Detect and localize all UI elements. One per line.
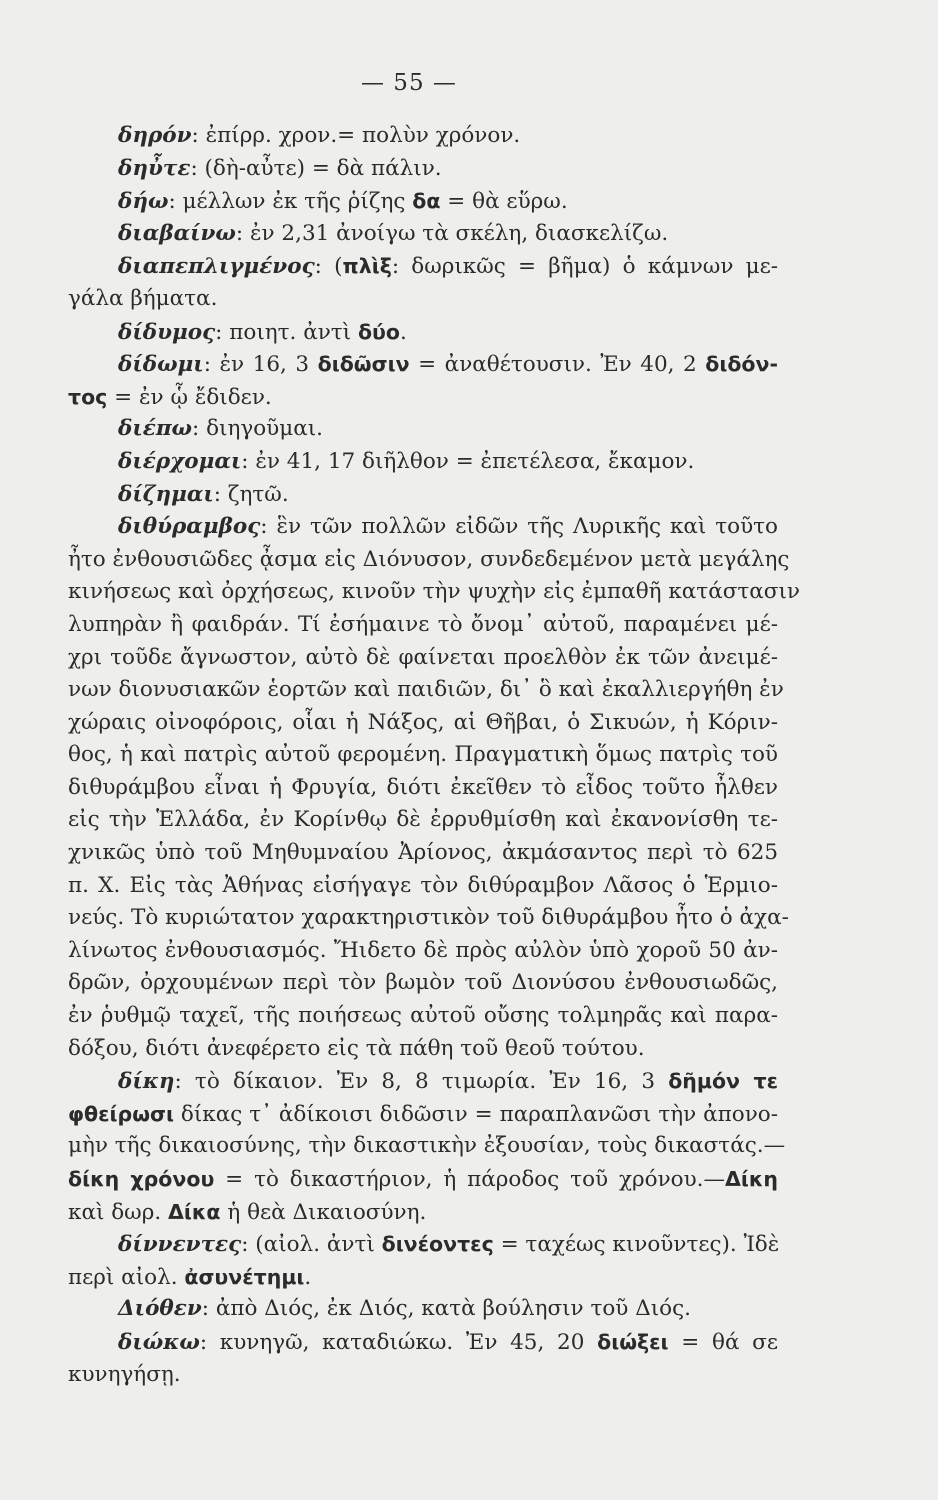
text-line [68,1098,778,1131]
definition-text: : δωρικῶς = βῆμα) ὁ κάμνων με- [391,254,778,280]
definition-text: : κυνηγῶ, καταδιώκω. Ἐν 45, 20 [199,1329,598,1355]
text-line [68,1033,778,1066]
text-line [68,316,778,349]
definition-text: ἦτο ἐνθουσιῶδες ᾆσμα εἰς Διόνυσον, συνδεδεμένον μετὰ μεγάλης [68,546,790,572]
headword: δίκη [118,1069,175,1095]
definition-text: = ταχέως κινοῦντες). Ἰδὲ [493,1232,780,1258]
text-line [68,1293,778,1326]
headword: διαβαίνω [118,220,236,246]
definition-text: : ἀπὸ Διός, ἐκ Διός, κατὰ βούλησιν τοῦ Διός. [201,1296,691,1322]
definition-text: = θὰ εὕρω. [440,189,568,215]
bold-term: διδῶσιν [317,352,410,377]
text-line [68,609,778,642]
text-line [68,935,778,968]
definition-text: : ἐν 16, 3 [203,352,318,378]
dictionary-text [68,120,800,1391]
bold-term: Δίκη [725,1167,779,1191]
bold-term: δῆμόν τε [668,1069,778,1094]
text-line [68,1261,778,1294]
definition-text: : διηγοῦμαι. [192,416,323,442]
definition-text: : ἐν 2,31 ἀνοίγω τὰ σκέλη, διασκελίζω. [235,220,669,246]
definition-text: : μέλλων ἐκ τῆς ῥίζης [168,189,413,215]
definition-text: : ζητῶ. [213,481,289,507]
headword: δήω [118,189,169,215]
bold-term: τος [68,384,108,409]
definition-text: κινήσεως καὶ ὀρχήσεως, κινοῦν τὴν ψυχὴν εἰς ἐμπαθῆ κατάστασιν [68,579,800,605]
definition-text: : ἐν 41, 17 διῆλθον = ἐπετέλεσα, ἔκαμον. [241,448,695,474]
definition-text: κυνηγήσῃ. [68,1361,181,1387]
text-line [68,1000,778,1033]
definition-text: : ἓν τῶν πολλῶν εἰδῶν τῆς Λυρικῆς καὶ τοῦτο [260,514,778,540]
headword: διθύραμβος [118,514,261,540]
definition-text: νων διονυσιακῶν ἑορτῶν καὶ παιδιῶν, δι᾽ ὃ καὶ ἐκαλλιεργήθη ἐν [68,677,784,703]
definition-text: : ἐπίρρ. χρον.= πολὺν χρόνον. [191,123,521,148]
text-line [68,1359,778,1392]
definition-text: : (αἰολ. ἀντὶ [241,1232,382,1258]
definition-text: δίκας τ᾽ ἀδίκοισι διδῶσιν = παραπλανῶσι τὴν ἀπονο- [173,1101,778,1127]
text-line [68,511,778,544]
text-line [68,381,778,414]
text-line [68,576,800,609]
headword: Διόθεν [118,1296,202,1322]
definition-text: λίνωτος ἐνθουσιασμός. Ἤιδετο δὲ πρὸς αὐλὸν ὑπὸ χοροῦ 50 ἀν- [68,937,778,963]
text-line [68,544,790,577]
headword: δίδωμι [118,352,204,378]
definition-text: . [399,319,407,345]
text-line [68,837,778,870]
bold-term: Δίκα [168,1199,221,1224]
definition-text: : ποιητ. ἀντὶ [215,319,358,345]
text-line [68,153,778,186]
text-line [68,120,778,153]
definition-text: ἐν ῥυθμῷ ταχεῖ, τῆς ποιήσεως αὐτοῦ οὔσης τολμηρᾶς καὶ παρα- [68,1003,778,1029]
text-line [68,413,778,446]
definition-text: περὶ αἰολ. [68,1264,185,1290]
headword: διέρχομαι [118,448,242,474]
text-line [68,348,778,381]
definition-text: λυπηρὰν ἢ φαιδράν. Τί ἐσήμαινε τὸ ὄνομ᾽ αὐτοῦ, παραμένει μέ- [68,611,778,637]
headword: δηρόν [118,123,192,148]
text-line [68,1228,778,1261]
definition-text: δρῶν, ὀρχουμένων περὶ τὸν βωμὸν τοῦ Διονύσου ἐνθουσιωδῶς, [68,970,778,996]
headword: διέπω [118,416,193,442]
text-line [68,642,778,675]
text-line [68,1326,778,1359]
text-line [68,902,789,935]
text-line [68,1163,778,1196]
bold-term: δα [412,189,441,214]
definition-text: = τὸ δικαστήριον, ἡ πάροδος τοῦ χρόνου.— [214,1167,725,1192]
headword: δηὖτε [118,155,191,181]
text-line [68,1065,778,1098]
headword: δίννεντες [118,1232,242,1258]
headword: δίζημαι [118,481,214,507]
definition-text: = ἀναθέτουσιν. Ἐν 40, 2 [409,352,706,378]
text-line [68,739,778,772]
headword: δίδυμος [118,319,216,345]
definition-text: χώραις οἰνοφόροις, οἷαι ἡ Νάξος, αἱ Θῆβαι, ὁ Σικυών, ἡ Κόριν- [68,709,778,735]
text-line [68,967,778,1000]
text-line [68,185,778,218]
text-line [68,250,778,283]
bold-term: πλὶξ [342,254,392,279]
definition-text: καὶ δωρ. [68,1199,169,1225]
definition-text: θος, ἡ καὶ πατρὶς αὐτοῦ φερομένη. Πραγματικὴ ὅμως πατρὶς τοῦ [68,742,778,768]
definition-text: : (δὴ-αὖτε) = δὰ πάλιν. [190,155,442,181]
definition-text: εἰς τὴν Ἑλλάδα, ἐν Κορίνθῳ δὲ ἐρρυθμίσθη καὶ ἐκανονίσθη τε- [68,807,778,833]
definition-text: διθυράμβου εἶναι ἡ Φρυγία, διότι ἐκεῖθεν τὸ εἶδος τοῦτο ἦλθεν [68,774,778,800]
text-line [68,479,778,512]
definition-text: = θά σε [668,1329,778,1355]
bold-term: δίκη χρόνου [68,1167,215,1191]
headword: διαπεπλιγμένος [118,254,315,280]
bold-term: διδόν- [705,352,778,377]
text-line [68,674,784,707]
text-line [68,218,778,251]
definition-text: νεύς. Τὸ κυριώτατον χαρακτηριστικὸν τοῦ διθυράμβου ἦτο ὁ ἀχα- [68,905,789,931]
text-line [68,1130,786,1163]
text-line [68,707,778,740]
definition-text: μὴν τῆς δικαιοσύνης, τὴν δικαστικὴν ἐξουσίαν, τοὺς δικαστάς.— [68,1133,786,1159]
headword: διώκω [118,1329,200,1355]
definition-text: π. Χ. Εἰς τὰς Ἀθήνας εἰσήγαγε τὸν διθύραμβον Λᾶσος ὁ Ἑρμιο- [68,872,778,898]
bold-term: ἀσυνέτημι [184,1264,305,1289]
page-number: — 55 — [361,70,457,96]
bold-term: δύο [357,319,400,344]
definition-text: : τὸ δίκαιον. Ἐν 8, 8 τιμωρία. Ἐν 16, 3 [174,1069,669,1095]
definition-text: . [304,1264,312,1290]
text-line [68,870,778,903]
text-line [68,772,778,805]
definition-text: χρι τοῦδε ἄγνωστον, αὐτὸ δὲ φαίνεται προελθὸν ἐκ τῶν ἀνειμέ- [68,644,778,670]
definition-text: : ( [314,254,343,280]
definition-text: ἡ θεὰ Δικαιοσύνη. [220,1199,427,1225]
text-line [68,804,778,837]
bold-term: διώξει [597,1329,669,1354]
definition-text: = ἐν ᾧ ἔδιδεν. [107,384,272,410]
definition-text: χνικῶς ὑπὸ τοῦ Μηθυμναίου Ἀρίονος, ἀκμάσαντος περὶ τὸ 625 [68,840,778,866]
bold-term: φθείρωσι [68,1101,174,1126]
bold-term: δινέοντες [381,1232,494,1257]
definition-text: δόξου, διότι ἀνεφέρετο εἰς τὰ πάθη τοῦ θεοῦ τούτου. [68,1035,645,1061]
text-line [68,283,778,316]
definition-text: γάλα βήματα. [68,285,218,311]
text-line [68,1196,778,1229]
text-line [68,446,778,479]
